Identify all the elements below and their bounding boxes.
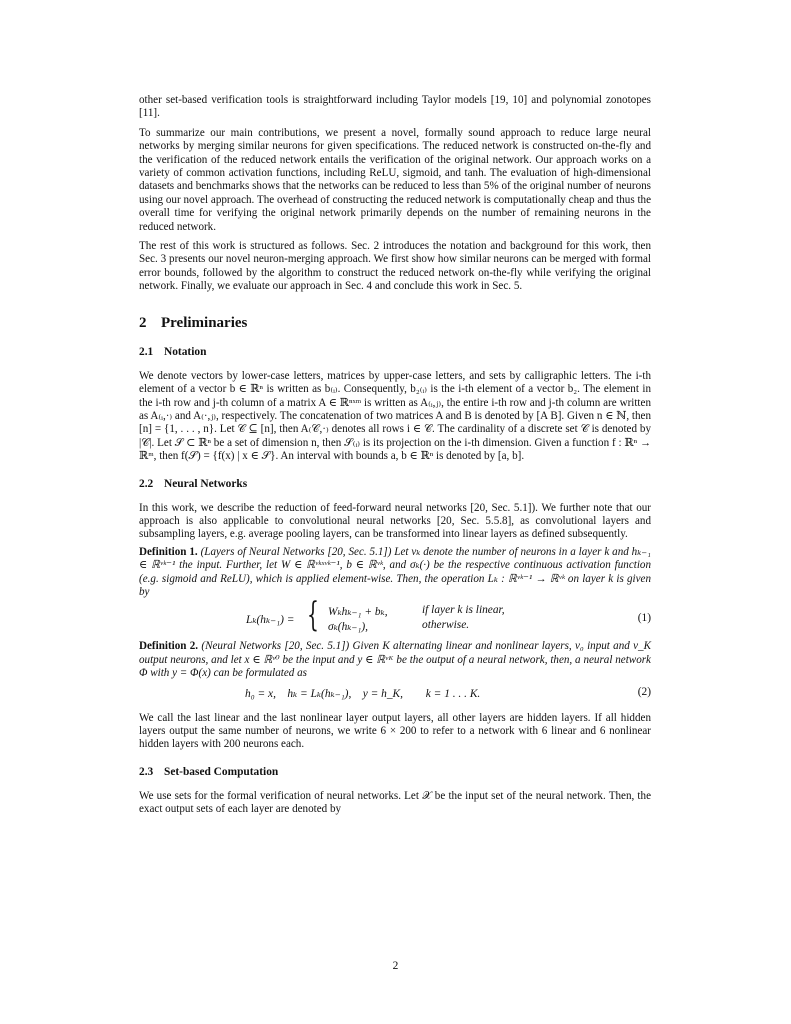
definition-1 xyxy=(139,546,651,600)
paragraph-neural-networks: In this work, we describe the reduction of feed-forward neural networks [20, Sec. 5.1]). We further note that our approach is also applicable to convolutional neural networks [20, Sec. 5.5.8], as convolutional layers and subsampling layers, e.g. average pooling layers, can be transformed into linear layers as defined subsequently. xyxy=(139,501,651,541)
subsection-number: 2.2 xyxy=(139,477,154,490)
equation-1 xyxy=(139,595,651,636)
definition-body: (Layers of Neural Networks [20, Sec. 5.1]) Let vₖ denote the number of neurons in a layer k and hₖ₋₁ ∈ ℝᵛᵏ⁻¹ the input. Further, let W ∈ ℝᵛᵏˣᵛᵏ⁻¹, b ∈ ℝᵛᵏ, and σₖ(·) be the respective continuous activation function (e.g. sigmoid and ReLU), which is applied element-wise. Then, the operation Lₖ : ℝᵛᵏ⁻¹ → ℝᵛᵏ on layer k is given by xyxy=(139,545,651,598)
paragraph-continued: other set-based verification tools is straightforward including Taylor models [19, 10] and polynomial zonotopes [11]. xyxy=(139,94,651,120)
subsection-heading-notation xyxy=(139,345,651,359)
definition-2 xyxy=(139,640,651,680)
equation-body: h₀ = x, hₖ = Lₖ(hₖ₋₁), y = h_K, k = 1 . . . K. xyxy=(245,687,481,700)
paragraph-set-based: We use sets for the formal verification of neural networks. Let 𝒳 be the input set of the neural network. Then, the exact output sets of each layer are denoted by xyxy=(139,789,651,816)
equation-condition-2: otherwise. xyxy=(422,619,470,632)
subsection-title: Notation xyxy=(164,345,207,358)
subsection-heading-neural-networks xyxy=(139,477,651,491)
equation-2 xyxy=(139,684,651,704)
equation-lhs: Lₖ(hₖ₋₁) = xyxy=(246,614,295,627)
paragraph-structure: The rest of this work is structured as follows. Sec. 2 introduces the notation and background for this work, then Sec. 3 presents our novel neuron-merging approach. We first show how similar neurons can be merged with formal error bounds, followed by the algorithm to construct the reduced network on-the-fly while verifying the original network. Finally, we evaluate our approach in Sec. 4 and conclude this work in Sec. 5. xyxy=(139,240,651,293)
section-title: Preliminaries xyxy=(161,314,248,331)
definition-label: Definition 2. xyxy=(139,640,199,653)
page-body xyxy=(139,94,651,817)
equation-number: (2) xyxy=(637,685,651,698)
definition-label: Definition 1. xyxy=(139,545,198,558)
paragraph-notation: We denote vectors by lower-case letters, matrices by upper-case letters, and sets by calligraphic letters. The i-th element of a vector b ∈ ℝⁿ is written as b₍ᵢ₎. Consequently, b₂₍ᵢ₎ is the i-th element of a vector b₂. The element in the i-th row and j-th column of a matrix A ∈ ℝⁿˣᵐ is written as A₍ᵢ,ⱼ₎, the entire i-th row and j-th column are written as A₍ᵢ,·₎ and A₍·,ⱼ₎, respectively. The concatenation of two matrices A and B is denoted by [A B]. Given n ∈ ℕ, then [n] = {1, . . . , n}. Let 𝒞 ⊆ [n], then A₍𝒞,·₎ denotes all rows i ∈ 𝒞. The cardinality of a discrete set 𝒞 is denoted by |𝒞|. Let 𝒮 ⊂ ℝⁿ be a set of dimension n, then 𝒮₍ᵢ₎ is its projection on the i-th dimension. Given a function f : ℝⁿ → ℝᵐ, then f(𝒮) = {f(x) | x ∈ 𝒮}. An interval with bounds a, b ∈ ℝⁿ is denoted by [a, b]. xyxy=(139,369,651,463)
definition-body: (Neural Networks [20, Sec. 5.1]) Given K alternating linear and nonlinear layers, v₀ input and v_K output neurons, and let x ∈ ℝᵛ⁰ be the input and y ∈ ℝᵛᴷ be the output of a neural network, then, a neural network Φ with y = Φ(x) can be formulated as xyxy=(139,640,651,680)
brace-symbol: { xyxy=(307,595,319,636)
subsection-number: 2.3 xyxy=(139,765,154,778)
equation-number: (1) xyxy=(637,612,651,625)
subsection-title: Set-based Computation xyxy=(164,765,279,778)
paragraph-hidden-layers: We call the last linear and the last nonlinear layer output layers, all other layers are hidden layers. If all hidden layers output the same number of neurons, we write 6 × 200 to refer to a network with 6 linear and 6 nonlinear hidden layers with 200 neurons each. xyxy=(139,711,651,751)
subsection-title: Neural Networks xyxy=(164,477,248,490)
equation-case-1: Wₖhₖ₋₁ + bₖ, xyxy=(328,606,388,619)
paragraph-contributions: To summarize our main contributions, we present a novel, formally sound approach to reduce large neural networks by merging similar neurons for given specifications. The reduced network is constructed on-the-fly and the verification of the reduced network entails the verification of the original network. Our approach works on a variety of common activation functions, including ReLU, sigmoid, and tanh. The evaluation of high-dimensional datasets and benchmarks shows that the networks can be reduced to less than 5% of the original number of neurons using our novel approach. The overhead of constructing the reduced network is computationally cheap and thus the overall time for verifying the original network primarily depends on the number of remaining neurons in the reduced network. xyxy=(139,126,651,233)
section-heading xyxy=(139,314,651,332)
section-number: 2 xyxy=(139,314,147,331)
subsection-heading-set-based xyxy=(139,765,651,779)
subsection-number: 2.1 xyxy=(139,345,154,358)
page-number: 2 xyxy=(392,960,399,972)
equation-condition-1: if layer k is linear, xyxy=(422,604,505,617)
equation-case-2: σₖ(hₖ₋₁), xyxy=(328,621,369,634)
